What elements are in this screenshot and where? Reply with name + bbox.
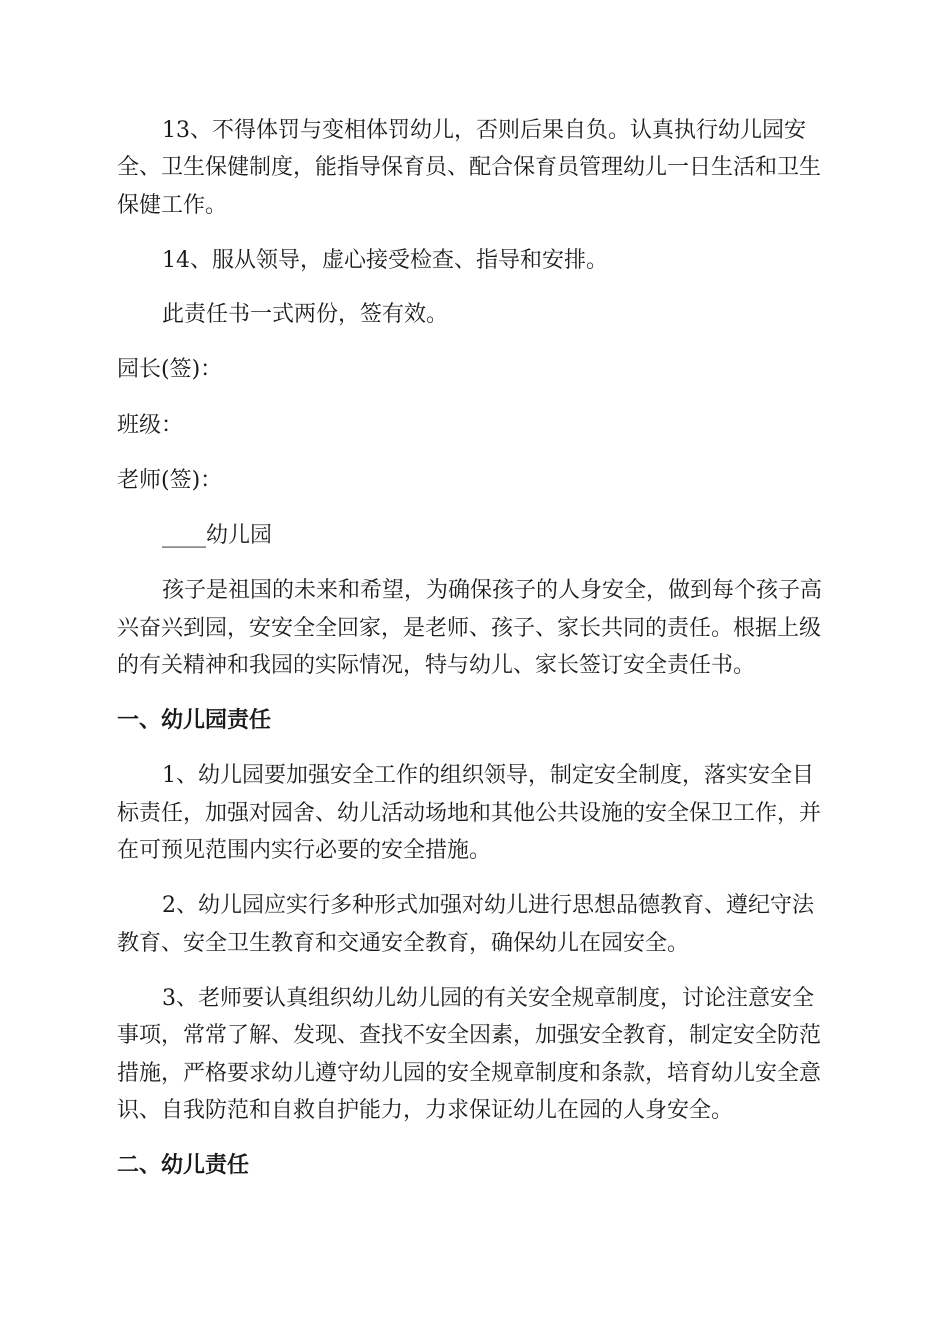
item-2-line-2: 教育、安全卫生教育和交通安全教育，确保幼儿在园安全。 bbox=[117, 931, 690, 956]
paragraph-13-line-2: 全、卫生保健制度，能指导保育员、配合保育员管理幼儿一日生活和卫生 bbox=[117, 155, 822, 180]
class-label: 班级： bbox=[117, 413, 184, 438]
item-1-line-1: 1、幼儿园要加强安全工作的组织领导，制定安全制度，落实安全目 bbox=[162, 763, 814, 788]
item-3-line-2: 事项，常常了解、发现、查找不安全因素，加强安全教育，制定安全防范 bbox=[117, 1023, 822, 1048]
item-1-line-2: 标责任，加强对园舍、幼儿活动场地和其他公共设施的安全保卫工作，并 bbox=[117, 801, 822, 826]
intro-line-2: 兴奋兴到园，安安全全回家，是老师、孩子、家长共同的责任。根据上级 bbox=[117, 616, 822, 641]
paragraph-14: 14、服从领导，虚心接受检查、指导和安排。 bbox=[162, 248, 608, 273]
item-2-line-1: 2、幼儿园应实行多种形式加强对幼儿进行思想品德教育、遵纪守法 bbox=[162, 893, 814, 918]
item-3-line-1: 3、老师要认真组织幼儿幼儿园的有关安全规章制度，讨论注意安全 bbox=[162, 986, 814, 1011]
item-3-line-3: 措施，严格要求幼儿遵守幼儿园的安全规章制度和条款，培育幼儿安全意 bbox=[117, 1061, 822, 1086]
teacher-signature-label: 老师(签)： bbox=[117, 468, 223, 493]
item-3-line-4: 识、自我防范和自救自护能力，力求保证幼儿在园的人身安全。 bbox=[117, 1098, 734, 1123]
section-heading-kindergarten: 一、幼儿园责任 bbox=[117, 708, 272, 733]
paragraph-13-line-3: 保健工作。 bbox=[117, 193, 228, 218]
item-1-line-3: 在可预见范围内实行必要的安全措施。 bbox=[117, 838, 492, 863]
section-heading-child: 二、幼儿责任 bbox=[117, 1153, 250, 1178]
copies-note: 此责任书一式两份，签有效。 bbox=[162, 302, 449, 327]
intro-line-3: 的有关精神和我园的实际情况，特与幼儿、家长签订安全责任书。 bbox=[117, 653, 756, 678]
principal-signature-label: 园长(签)： bbox=[117, 357, 223, 382]
kindergarten-name: ____幼儿园 bbox=[162, 523, 273, 548]
intro-line-1: 孩子是祖国的未来和希望，为确保孩子的人身安全，做到每个孩子高 bbox=[162, 578, 823, 603]
paragraph-13-line-1: 13、不得体罚与变相体罚幼儿，否则后果自负。认真执行幼儿园安 bbox=[162, 118, 806, 143]
